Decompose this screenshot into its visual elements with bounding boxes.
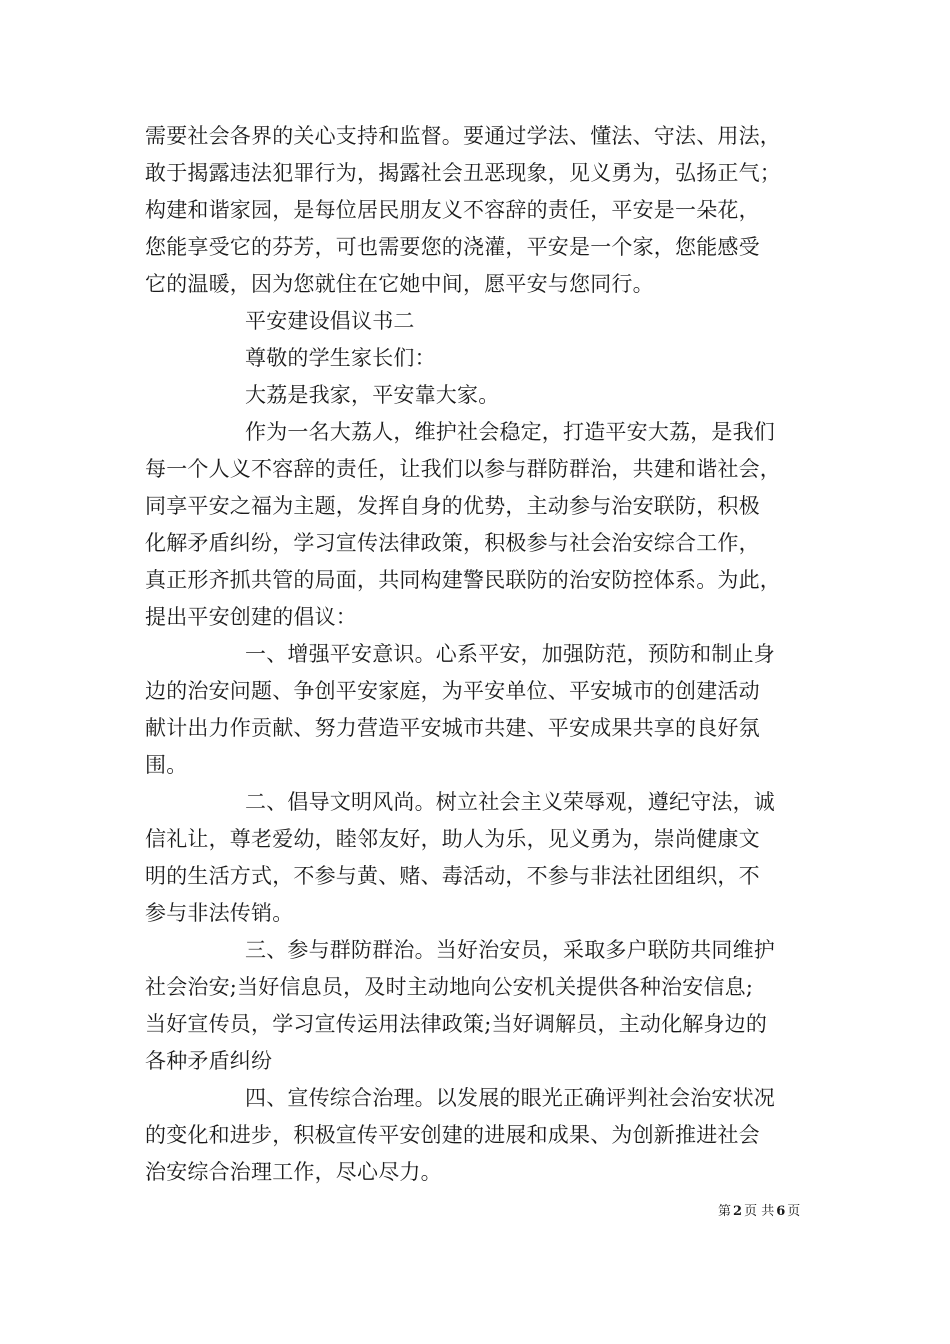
text-line: 社会治安;当好信息员，及时主动地向公安机关提供各种治安信息; [145,975,754,999]
text-line: 每一个人义不容辞的责任，让我们以参与群防群治，共建和谐社会， [145,457,781,481]
text-line: 它的温暖，因为您就住在它她中间，愿平安与您同行。 [145,272,654,296]
paragraph-1 [145,118,825,303]
text-line: 同享平安之福为主题，发挥自身的优势，主动参与治安联防，积极 [145,494,760,518]
text-line: 化解矛盾纠纷，学习宣传法律政策，积极参与社会治安综合工作， [145,531,760,555]
text-line: 当好宣传员，学习宣传运用法律政策;当好调解员，主动化解身边的 [145,1012,768,1036]
proposal-item-1 [145,636,825,784]
heading-line: 平安建设倡议书二 [245,309,415,333]
page-number-suffix: 页 [787,1204,801,1219]
text-line: 围。 [145,753,188,777]
text-line: 您能享受它的芬芳，可也需要您的浇灌，平安是一个家，您能感受 [145,235,760,259]
section-title [145,303,825,340]
total-pages-number: 6 [776,1204,786,1219]
text-line: 构建和谐家园，是每位居民朋友义不容辞的责任，平安是一朵花， [145,198,760,222]
text-line: 信礼让，尊老爱幼，睦邻友好，助人为乐，见义勇为，崇尚健康文 [145,827,760,851]
text-line: 治安综合治理工作，尽心尽力。 [145,1160,442,1184]
salutation [145,340,825,377]
text-line: 尊敬的学生家长们： [245,346,436,370]
document-body [145,118,825,1191]
text-line: 提出平安创建的倡议： [145,605,357,629]
text-line: 明的生活方式，不参与黄、赌、毒活动，不参与非法社团组织，不 [145,864,760,888]
text-line: 需要社会各界的关心支持和监督。要通过学法、懂法、守法、用法， [145,124,781,148]
text-line: 作为一名大荔人，维护社会稳定，打造平安大荔，是我们 [245,420,775,444]
current-page-number: 2 [733,1204,743,1219]
paragraph-intro [145,414,825,636]
text-line: 大荔是我家，平安靠大家。 [245,383,500,407]
text-line: 真正形齐抓共管的局面，共同构建警民联防的治安防控体系。为此， [145,568,781,592]
proposal-item-2 [145,784,825,932]
text-line: 四、宣传综合治理。以发展的眼光正确评判社会治安状况 [245,1086,775,1110]
page-number [718,1203,800,1221]
text-line: 二、倡导文明风尚。树立社会主义荣辱观，遵纪守法，诚 [245,790,775,814]
text-line: 参与非法传销。 [145,901,294,925]
text-line: 敢于揭露违法犯罪行为，揭露社会丑恶现象，见义勇为，弘扬正气； [145,161,781,185]
text-line: 献计出力作贡献、努力营造平安城市共建、平安成果共享的良好氛 [145,716,760,740]
text-line: 各种矛盾纠纷 [145,1049,273,1073]
proposal-item-3 [145,932,825,1080]
proposal-item-4 [145,1080,825,1191]
text-line: 三、参与群防群治。当好治安员，采取多户联防共同维护 [245,938,775,962]
text-line: 一、增强平安意识。心系平安，加强防范，预防和制止身 [245,642,775,666]
text-line: 的变化和进步，积极宣传平安创建的进展和成果、为创新推进社会 [145,1123,760,1147]
slogan [145,377,825,414]
page-number-prefix: 第 [718,1204,732,1219]
page-number-middle: 页 共 [744,1204,775,1219]
text-line: 边的治安问题、争创平安家庭，为平安单位、平安城市的创建活动 [145,679,760,703]
